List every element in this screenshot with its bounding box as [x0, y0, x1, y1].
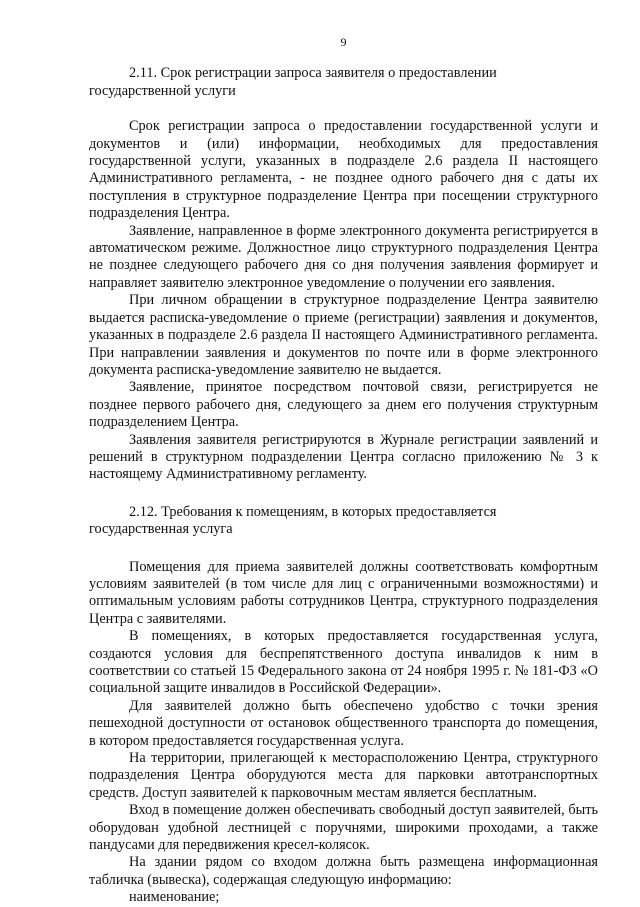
paragraph: Заявления заявителя регистрируются в Журнале регистрации заявлений и решений в структурном подразделении Центра согласно приложению № 3 к настоящему Административному регламенту. — [89, 431, 598, 483]
section-heading: 2.12. Требования к помещениям, в которых предоставляется государственная услуга — [89, 503, 497, 538]
paragraph: Заявление, принятое посредством почтовой связи, регистрируется не позднее первого рабочего дня, следующего за днем его получения структурным подразделением Центра. — [89, 379, 598, 431]
section-2-11 — [89, 65, 598, 483]
paragraph: Помещения для приема заявителей должны соответствовать комфортным условиям заявителей (в том числе для лиц с ограниченными возможностями) и оптимальным условиям работы сотрудников Центра, структурного подразделения Центра с заявителями. — [89, 558, 598, 627]
section-heading: 2.11. Срок регистрации запроса заявителя о предоставлении государственной услуги — [89, 65, 497, 99]
paragraph: Вход в помещение должен обеспечивать свободный доступ заявителей, быть оборудован удобной лестницей с поручнями, широкими проходами, а также пандусами для передвижения кресел-колясок. — [89, 802, 598, 854]
paragraph: Заявление, направленное в форме электронного документа регистрируется в автоматическом режиме. Должностное лицо структурного подразделения Центра не позднее следующего рабочего дня со дня получения заявления формирует и направляет заявителю электронное уведомление о получении его заявления. — [89, 222, 598, 291]
section-2-12 — [89, 504, 598, 907]
paragraph: На здании рядом со входом должна быть размещена информационная табличка (вывеска), содержащая следующую информацию: — [89, 854, 598, 888]
paragraph: Срок регистрации запроса о предоставлении государственной услуги и документов и (или) информации, необходимых для предоставления государственной услуги, указанных в подразделе 2.6 раздела II настоящего Административного регламента, - не позднее одного рабочего дня с даты их поступления в структурное подразделение Центра при посещении структурного подразделения Центра. — [89, 118, 598, 222]
paragraph: Для заявителей должно быть обеспечено удобство с точки зрения пешеходной доступности от остановок общественного транспорта до помещения, в котором предоставляется государственная услуга. — [89, 697, 598, 749]
paragraph: На территории, прилегающей к месторасположению Центра, структурного подразделения Центра оборудуются места для парковки автотранспортных средств. Доступ заявителей к парковочным местам является бесплатным. — [89, 750, 598, 801]
paragraph: В помещениях, в которых предоставляется государственная услуга, создаются условия для беспрепятственного доступа инвалидов к ним в соответствии со статьей 15 Федерального закона от 24 ноября 1995 г. № 181-ФЗ «О социальной защите инвалидов в Российской Федерации». — [89, 628, 598, 697]
page-number: 9 — [340, 35, 347, 49]
paragraph: наименование; — [129, 889, 220, 906]
paragraph: При личном обращении в структурное подразделение Центра заявителю выдается расписка-уведомление о приеме (регистрации) заявления и документов, указанных в подразделе 2.6 раздела II настоящего Административного регламента. При направлении заявления и документов по почте или в форме электронного документа расписка-уведомление заявителю не выдается. — [89, 292, 598, 378]
